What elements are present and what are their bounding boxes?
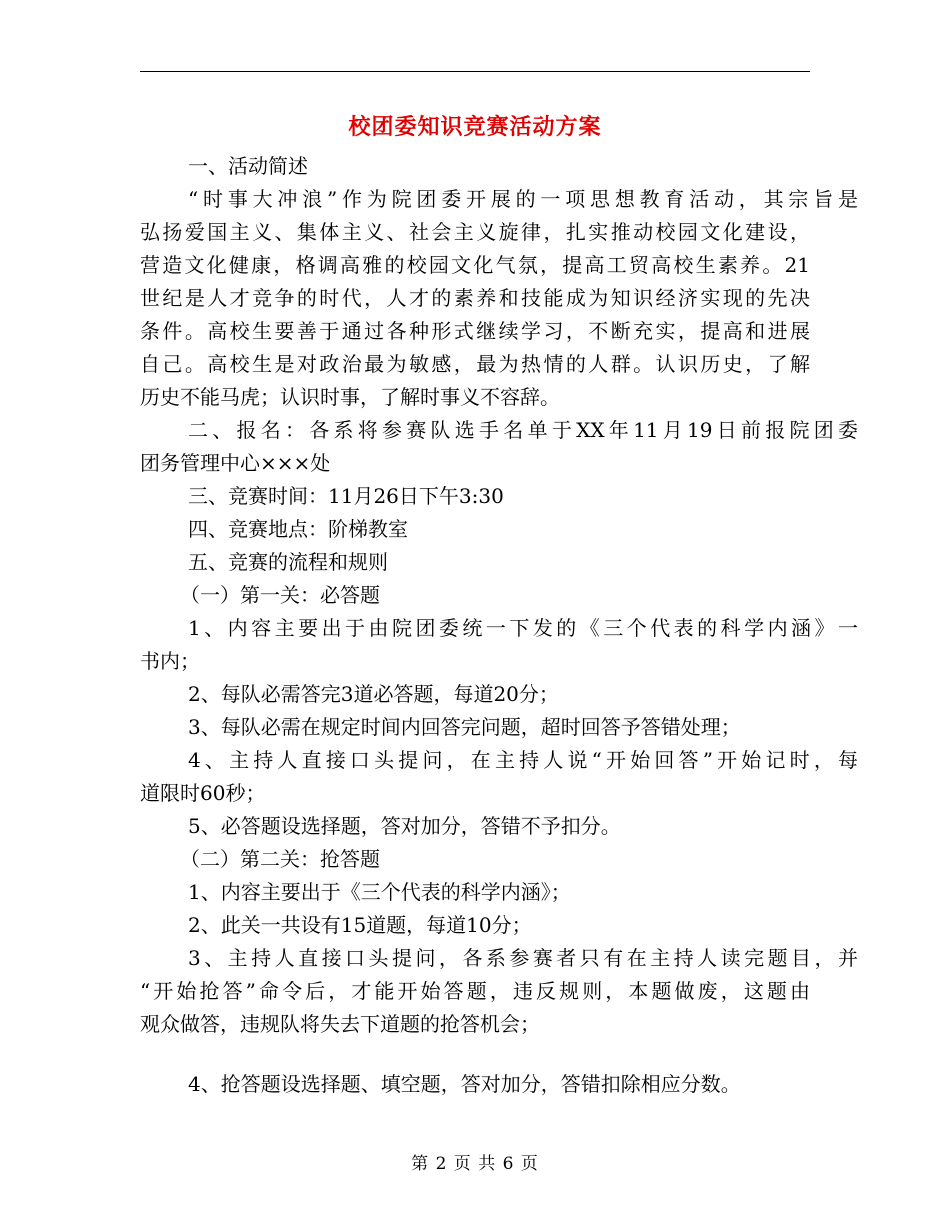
paragraph-line: 道限时60秒； (140, 781, 266, 805)
rule-item: 2、每队必需答完3道必答题，每道20分； (188, 682, 559, 706)
rule-item: 4、抢答题设选择题、填空题，答对加分，答错扣除相应分数。 (188, 1072, 741, 1096)
rule-item: 1、内容主要出于由院团委统一下发的《三个代表的科学内涵》一 (188, 616, 858, 640)
paragraph-line: “时事大冲浪”作为院团委开展的一项思想教育活动，其宗旨是 (188, 187, 858, 211)
section-rules: 五、竞赛的流程和规则 (188, 550, 388, 574)
header-rule (140, 71, 810, 72)
rule-item: 3、每队必需在规定时间内回答完问题，超时回答予答错处理； (188, 715, 741, 739)
rule-item: 5、必答题设选择题，答对加分，答错不予扣分。 (188, 814, 621, 838)
subsection-round-one: （一）第一关：必答题 (180, 583, 380, 607)
rule-item: 4、主持人直接口头提问，在主持人说“开始回答”开始记时，每 (188, 748, 858, 772)
paragraph-line: 弘扬爱国主义、集体主义、社会主义旋律，扎实推动校园文化建设， (140, 220, 810, 244)
rule-item: 2、此关一共设有15道题，每道10分； (188, 913, 532, 937)
section-heading-overview: 一、活动简述 (188, 154, 308, 178)
paragraph-line: 观众做答，违规队将失去下道题的抢答机会； (140, 1012, 540, 1036)
paragraph-line: 团务管理中心×××处 (140, 451, 331, 475)
paragraph-line: 营造文化健康，格调高雅的校园文化气氛，提高工贸高校生素养。21 (140, 253, 810, 277)
rule-item: 1、内容主要出于《三个代表的科学内涵》； (188, 880, 571, 904)
section-time: 三、竞赛时间：11月26日下午3:30 (188, 484, 504, 508)
document-title: 校团委知识竞赛活动方案 (348, 114, 602, 140)
section-venue: 四、竞赛地点：阶梯教室 (188, 517, 408, 541)
paragraph-line: 书内； (140, 649, 200, 673)
paragraph-line: “开始抢答”命令后，才能开始答题，违反规则，本题做废，这题由 (140, 979, 810, 1003)
rule-item: 3、主持人直接口头提问，各系参赛者只有在主持人读完题目，并 (188, 946, 858, 970)
page-number-footer: 第 2 页 共 6 页 (411, 1154, 539, 1174)
paragraph-line: 世纪是人才竞争的时代，人才的素养和技能成为知识经济实现的先决 (140, 286, 810, 310)
paragraph-line: 条件。高校生要善于通过各种形式继续学习，不断充实，提高和进展 (140, 319, 810, 343)
paragraph-line: 历史不能马虎；认识时事，了解时事义不容辞。 (140, 385, 560, 409)
paragraph-line: 自己。高校生是对政治最为敏感，最为热情的人群。认识历史，了解 (140, 352, 810, 376)
section-registration: 二、报名：各系将参赛队选手名单于XX年11月19日前报院团委 (188, 418, 858, 442)
subsection-round-two: （二）第二关：抢答题 (180, 847, 380, 871)
